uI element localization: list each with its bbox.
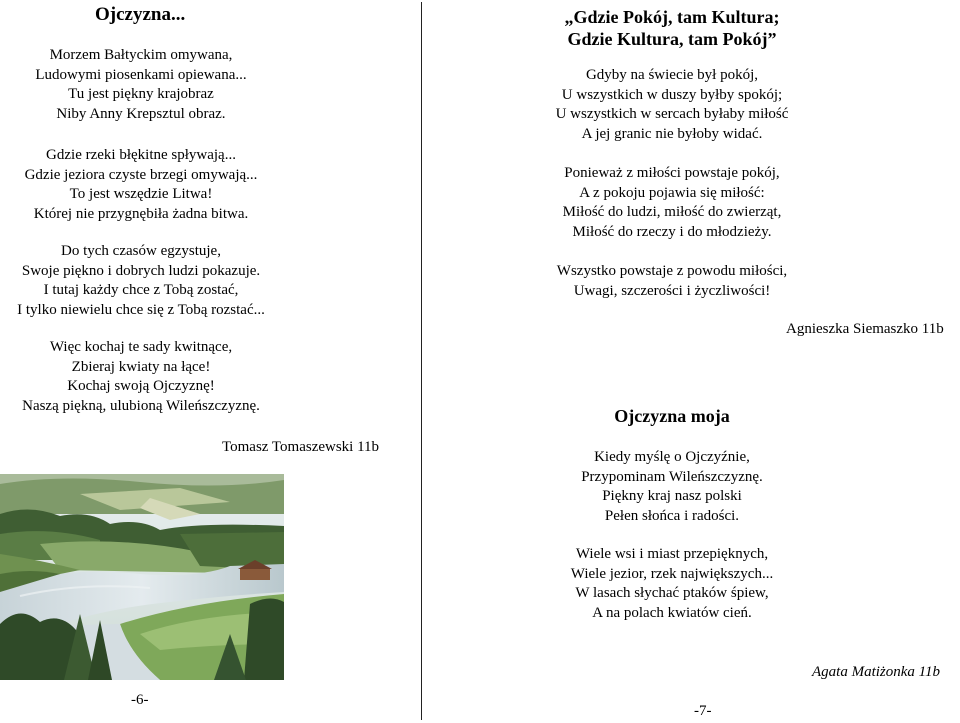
poem-line: Miłość do ludzi, miłość do zwierząt,: [562, 204, 782, 220]
poem-line: I tylko niewielu chce się z Tobą rozstać...: [17, 301, 265, 318]
page-number: -6-: [131, 692, 149, 708]
poem-line: U wszystkich w duszy byłby spokój;: [561, 86, 783, 103]
stanza: [504, 545, 840, 623]
poem-line: W lasach słychać ptaków śpiew,: [575, 585, 769, 601]
poem-title: Ojczyzna...: [95, 4, 186, 25]
poem-line: Pełen słońca i radości.: [604, 507, 740, 524]
poem-line: A z pokoju pojawia się miłość:: [579, 184, 765, 201]
poem-title-line: „Gdzie Pokój, tam Kultura;: [564, 7, 780, 27]
poem-line: U wszystkich w sercach byłaby miłość: [555, 106, 789, 122]
poem-line: Przypominam Wileńszczyznę.: [581, 468, 763, 485]
stanza: [0, 46, 282, 124]
poem-line: Zbieraj kwiaty na łące!: [71, 358, 211, 375]
poem-line: A na polach kwiatów cień.: [592, 604, 752, 621]
poem-line: Wiele wsi i miast przepięknych,: [575, 546, 769, 562]
left-page: [0, 0, 418, 723]
poem-line: Gdzie rzeki błękitne spływają...: [46, 147, 236, 163]
poem-line: Morzem Bałtyckim omywana,: [49, 47, 233, 63]
stanza: [0, 242, 282, 320]
stanza: [504, 66, 840, 144]
poem-line: Więc kochaj te sady kwitnące,: [49, 339, 233, 355]
poem-title: Ojczyzna moja: [614, 406, 730, 426]
right-page: [424, 0, 960, 723]
poem-line: Kiedy myślę o Ojczyźnie,: [594, 449, 750, 465]
poem-line: I tutaj każdy chce z Tobą zostać,: [43, 282, 239, 298]
poem-line: Której nie przygnębiła żadna bitwa.: [33, 205, 249, 222]
poem-line: Do tych czasów egzystuje,: [61, 243, 221, 259]
stanza: [0, 338, 282, 416]
poem-line: Niby Anny Krepsztul obraz.: [56, 105, 226, 122]
poem-line: Naszą piękną, ulubioną Wileńszczyznę.: [22, 397, 260, 414]
landscape-photo: [0, 474, 284, 680]
stanza: [504, 164, 840, 242]
poem-line: Ponieważ z miłości powstaje pokój,: [564, 165, 780, 181]
page-number: -7-: [694, 703, 712, 719]
poem-author: Agnieszka Siemaszko 11b: [786, 321, 944, 337]
poem-title-line: Gdzie Kultura, tam Pokój”: [567, 29, 777, 49]
poem-line: Miłość do rzeczy i do młodzieży.: [572, 223, 772, 240]
poem-author: Tomasz Tomaszewski 11b: [222, 439, 380, 455]
poem-line: A jej granic nie byłoby widać.: [581, 125, 763, 142]
poem-line: Ludowymi piosenkami opiewana...: [35, 66, 247, 83]
poem-line: Kochaj swoją Ojczyznę!: [67, 378, 215, 394]
poem-line: Wiele jezior, rzek największych...: [570, 565, 774, 582]
poem-line: Tu jest piękny krajobraz: [68, 86, 214, 102]
stanza: [0, 146, 282, 224]
poem-line: Gdyby na świecie był pokój,: [585, 67, 759, 83]
poem-line: Wszystko powstaje z powodu miłości,: [556, 263, 788, 279]
poem-title: [504, 6, 840, 50]
poem-line: To jest wszędzie Litwa!: [69, 186, 213, 202]
stanza: [504, 448, 840, 526]
page-divider: [421, 2, 422, 720]
poem-line: Gdzie jeziora czyste brzegi omywają...: [24, 166, 258, 183]
poem-author: Agata Matiżonka 11b: [812, 664, 941, 680]
poem-line: Uwagi, szczerości i życzliwości!: [573, 282, 771, 299]
poem-line: Swoje piękno i dobrych ludzi pokazuje.: [21, 262, 261, 279]
stanza: [504, 262, 840, 301]
poem-line: Piękny kraj nasz polski: [602, 488, 742, 504]
